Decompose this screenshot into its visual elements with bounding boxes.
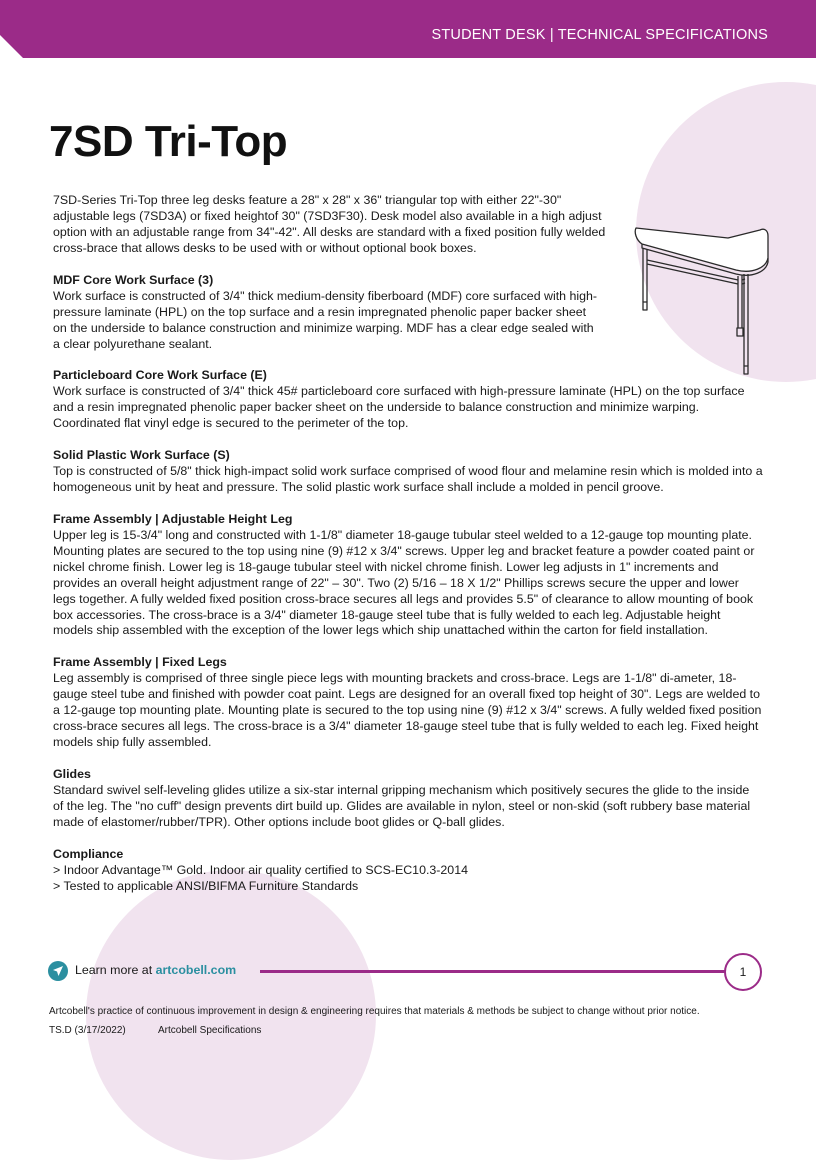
section-heading: Frame Assembly | Fixed Legs (53, 655, 227, 670)
section-fixed-legs (53, 655, 763, 751)
learn-more (75, 963, 236, 977)
website-link[interactable]: artcobell.com (155, 963, 237, 977)
header-title: STUDENT DESK | TECHNICAL SPECIFICATIONS (431, 27, 768, 43)
compliance-line: > Indoor Advantage™ Gold. Indoor air quality certified to SCS-EC10.3-2014 (53, 862, 468, 877)
section-heading: Particleboard Core Work Surface (E) (53, 368, 267, 383)
section-body: Leg assembly is comprised of three single piece legs with mounting brackets and cross-brace. Legs are 1-1/8" di-ameter, 18-gauge steel tube and finished with powder coat paint. Legs are designed for an overall fixed top height of 30". Legs are welded to a 12-gauge top mounting plate. Mounting plate is secured to the top using nine (9) #12 x 3/4" screws. A fully welded fixed position cross-brace secures all legs. The cross-brace is a 3/4" diameter 18-gauge steel tube that is fully welded to each leg. Fixed height models ship fully assembled. (53, 671, 762, 750)
send-arrow-icon (48, 961, 68, 981)
learn-more-text: Learn more at (75, 963, 156, 977)
section-adjustable-leg (53, 512, 763, 640)
section-compliance (53, 847, 763, 895)
section-glides (53, 767, 763, 831)
compliance-line: > Tested to applicable ANSI/BIFMA Furniture Standards (53, 878, 359, 893)
section-heading: Frame Assembly | Adjustable Height Leg (53, 511, 293, 526)
disclaimer: Artcobell's practice of continuous improvement in design & engineering requires that materials & methods be subject to change without prior notice. (49, 1006, 700, 1017)
page-title: 7SD Tri-Top (49, 117, 288, 166)
section-solid-plastic (53, 448, 763, 496)
section-heading: MDF Core Work Surface (3) (53, 272, 214, 287)
section-heading: Solid Plastic Work Surface (S) (53, 448, 230, 463)
document-code: TS.D (3/17/2022) (49, 1025, 126, 1036)
section-body: Standard swivel self-leveling glides utilize a six-star internal gripping mechanism which positively secures the glide to the inside of the leg. The "no cuff" design prevents dirt build up. Glides are available in nylon, steel or non-skid (soft rubbery base material made of elastomer/rubber/TPR). Other options include boot glides or Q-ball glides. (53, 782, 751, 829)
page-number: 1 (724, 953, 762, 991)
section-body: Top is constructed of 5/8" thick high-impact solid work surface comprised of wood flour and melamine resin which is molded into a homogeneous unit by heat and pressure. The solid plastic work surface shall include a molded in pencil groove. (53, 464, 763, 494)
section-body: Work surface is constructed of 3/4" thick 45# particleboard core surfaced with high-pressure laminate (HPL) on the top surface and a resin impregnated phenolic paper backer sheet on the underside to balance construction and minimize warping. Coordinated flat vinyl edge is secured to the perimeter of the top. (53, 384, 745, 431)
section-particleboard-core (53, 368, 763, 432)
section-body: Work surface is constructed of 3/4" thick medium-density fiberboard (MDF) core surfaced with high-pressure laminate (HPL) on the top surface and a resin impregnated phenolic paper backer sheet on the underside to balance construction and minimize warping. MDF has a clear edge sealed with a clear polyurethane sealant. (53, 288, 598, 351)
section-mdf-core (53, 273, 763, 353)
footer-rule (260, 970, 726, 973)
section-heading: Compliance (53, 846, 124, 861)
intro-paragraph: 7SD-Series Tri-Top three leg desks feature a 28" x 28" x 36" triangular top with either 22"-30" adjustable legs (7SD3A) or fixed heightof 30" (7SD3F30). Desk model also available in a high adjust option with an adjustable range from 34"-42". All desks are standard with a fixed position fully welded cross-brace that allows desks to be used with or without optional book boxes. (53, 193, 606, 255)
document-label: Artcobell Specifications (158, 1025, 262, 1036)
spec-content (53, 193, 763, 895)
section-body: Upper leg is 15-3/4" long and constructed with 1-1/8" diameter 18-gauge tubular steel welded to a 12-gauge top mounting plate. Mounting plates are secured to the top using nine (9) #12 x 3/4" screws. Upper leg and bracket feature a powder coated paint or nickel chrome finish. Lower leg is 18-gauge tubular steel with nickel chrome finish. Lower leg adjusts in 1" increments and provides an overall height adjustment range of 22" – 30". Two (2) 5/16 – 18 X 1/2" Phillips screws secure the upper and lower legs together. A fully welded fixed position cross-brace secures all legs and provides 5.5" of clearance to allow mounting of book box accessories. The cross-brace is a 3/4" diameter 18-gauge steel tube that is fully welded to each leg. Adjustable height models ship assembled with the exception of the lower legs which ship unattached within the carton for field installation. (53, 527, 755, 638)
section-heading: Glides (53, 766, 91, 781)
